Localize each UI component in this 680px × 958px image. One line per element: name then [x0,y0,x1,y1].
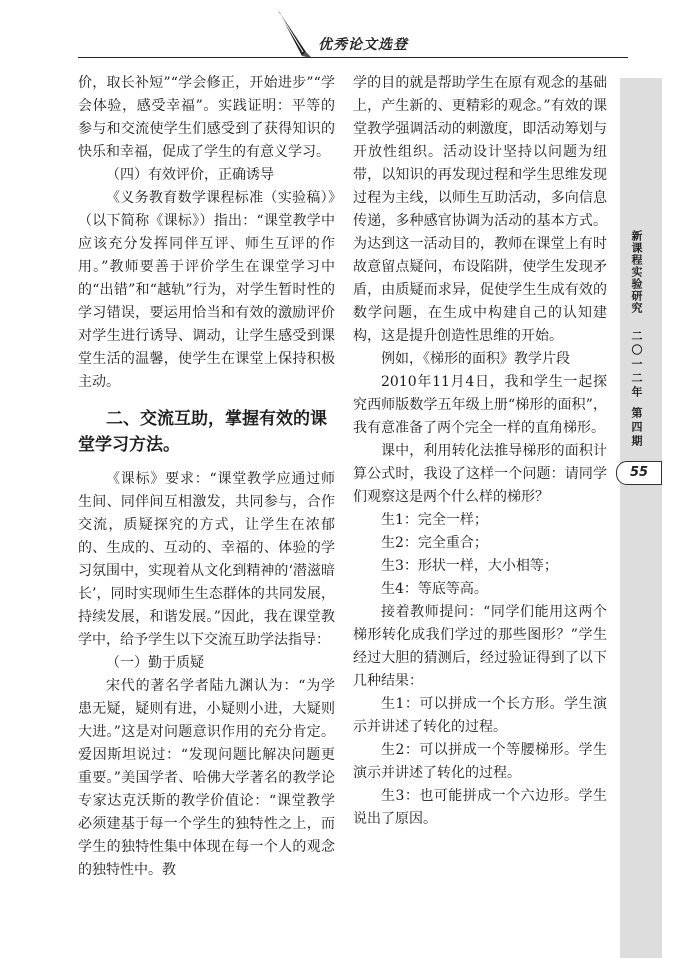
fountain-pen-icon [272,8,318,60]
paragraph: 生3：也可能拼成一个六边形。学生说出了原因。 [353,788,607,827]
paragraph: 2010年11月4日，我和学生一起探究西师版数学五年级上册“梯形的面积”，我有意准备了两个完全一样的直角梯形。 [353,374,607,436]
header-rule [78,57,628,58]
right-column [353,72,607,831]
paragraph: 价，取长补短”“学会修正，开始进步”“学会体验，感受幸福”。实践证明：平等的参与和交流使学生们感受到了获得知识的快乐和幸福，促成了学生的有意义学习。 [78,75,335,160]
paragraph: 学的目的就是帮助学生在原有观念的基础上，产生新的、更精彩的观念。”有效的课堂教学强调活动的刺激度，即活动筹划与开放性组织。活动设计坚持以问题为纽带，以知识的再发现过程和学生思维发现过程为主线，以师生互助活动，多向信息传递，多种感官协调为活动的基本方式。为达到这一活动目的，教师在课堂上有时故意留点疑问，布设陷阱，使学生发现矛盾，由质疑而求异，促使学生生成有效的数学问题，在生成中构建自己的认知建构，这是提升创造性思维的开始。 [353,75,607,344]
paragraph: 例如，《梯形的面积》教学片段 [381,351,570,367]
section-heading: 二、交流互助，掌握有效的课堂学习方法。 [78,409,327,455]
paragraph: 《课标》要求：“课堂教学应通过师生间、同伴间互相激发，共同参与，合作交流，质疑探究的方式，让学生在浓郁的、生成的、互动的、幸福的、体验的学习氛围中，实现着从文化到精神的‘潜滋暗长’，同时实现师生生态群体的共同发展，持续发展，和谐发展。”因此，我在课堂教学中，给予学生以下交流互助学法指导： [78,471,335,648]
subsection-heading: （四）有效评价，正确诱导 [106,167,274,183]
page-header [0,0,680,70]
issue-label: 二〇一二年 第四期 [630,330,643,449]
paragraph: 生4：等底等高。 [381,581,488,597]
paragraph: 生1：完全一样； [381,512,488,528]
left-column [78,72,335,882]
column-title: 优秀论文选登 [318,37,408,53]
paragraph: 宋代的著名学者陆九渊认为：“为学患无疑，疑则有进，小疑则小进，大疑则大进。”这是对问题意识作用的充分肯定。爱因斯坦说过：“发现问题比解决问题更重要。”美国学者、哈佛大学著名的教学论专家达克沃斯的教学价值论：“课堂教学必须建基于每一个学生的独特性之上，而学生的独特性集中体现在每一个人的观念的独特性中。教 [78,678,335,878]
paragraph: 生2：完全重合； [381,535,488,551]
paragraph: 生1：可以拼成一个长方形。学生演示并讲述了转化的过程。 [353,696,607,735]
paragraph: 课中，利用转化法推导梯形的面积计算公式时，我设了这样一个问题：请同学们观察这是两个什么样的梯形？ [353,443,607,505]
page-number: 55 [616,461,662,485]
subsection-heading: （一）勤于质疑 [106,655,204,671]
paragraph: 生3：形状一样，大小相等； [381,558,558,574]
paragraph: 接着教师提问：“同学们能用这两个梯形转化成我们学过的那些图形？”学生经过大胆的猜测后，经过验证得到了以下几种结果： [353,604,607,689]
paragraph: 生2：可以拼成一个等腰梯形。学生演示并讲述了转化的过程。 [353,742,607,781]
paragraph: 《义务教育数学课程标准（实验稿）》（以下简称《课标》）指出：“课堂教学中应该充分发挥同伴互评、师生互评的作用。”教师要善于评价学生在课堂学习中的“出错”和“越轨”行为，对学生暂时性的学习错误，要运用恰当和有效的激励评价对学生进行诱导、调动，让学生感受到课堂生活的温馨，使学生在课堂上保持积极主动。 [78,190,335,390]
journal-name: 新课程实验研究 [630,230,643,314]
side-tab-bar [620,78,662,958]
